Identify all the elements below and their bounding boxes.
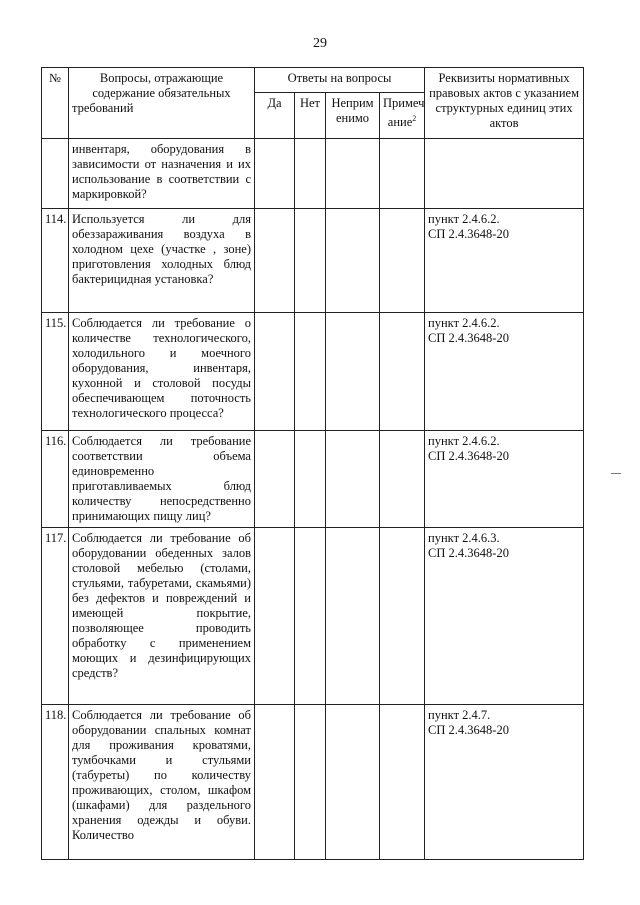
answer-no-cell[interactable] xyxy=(295,705,326,860)
answer-na-cell[interactable] xyxy=(326,705,380,860)
table-row xyxy=(42,139,584,209)
row-number: 114. xyxy=(42,209,69,313)
answer-yes-cell[interactable] xyxy=(255,139,295,209)
row-requisites xyxy=(425,313,584,431)
header-note-footnote: 2 xyxy=(412,114,417,123)
table-row xyxy=(42,431,584,528)
row-requisites xyxy=(425,528,584,705)
answer-na-cell[interactable] xyxy=(326,139,380,209)
row-number: 116. xyxy=(42,431,69,528)
header-yes: Да xyxy=(255,93,295,139)
answer-no-cell[interactable] xyxy=(295,431,326,528)
header-num: № xyxy=(42,68,69,139)
answer-no-cell[interactable] xyxy=(295,313,326,431)
answer-note-cell[interactable] xyxy=(380,313,425,431)
header-questions: Вопросы, отражающие содержание обязательных требований xyxy=(69,68,255,139)
row-number: 118. xyxy=(42,705,69,860)
requisite-act: СП 2.4.3648-20 xyxy=(428,227,509,241)
answer-note-cell[interactable] xyxy=(380,528,425,705)
answer-yes-cell[interactable] xyxy=(255,528,295,705)
answer-no-cell[interactable] xyxy=(295,528,326,705)
requisite-act: СП 2.4.3648-20 xyxy=(428,546,509,560)
row-requisites xyxy=(425,139,584,209)
table-row xyxy=(42,528,584,705)
answer-note-cell[interactable] xyxy=(380,705,425,860)
header-no: Нет xyxy=(295,93,326,139)
answer-note-cell[interactable] xyxy=(380,431,425,528)
table-row xyxy=(42,313,584,431)
answer-na-cell[interactable] xyxy=(326,209,380,313)
answer-no-cell[interactable] xyxy=(295,209,326,313)
table-row xyxy=(42,209,584,313)
answer-na-cell[interactable] xyxy=(326,528,380,705)
answer-note-cell[interactable] xyxy=(380,209,425,313)
answer-yes-cell[interactable] xyxy=(255,431,295,528)
row-question: Используется ли для обеззараживания воздуха в холодном цехе (участке , зоне) приготовления холодных блюд бактерицидная установка? xyxy=(69,209,255,313)
row-question: Соблюдается ли требование об оборудовании спальных комнат для проживания кроватями, тумбочками и стульями (табуреты) по количеству проживающих, столом, шкафом (шкафами) для раздельного хранения одежды и обуви. Количество xyxy=(69,705,255,860)
row-question: Соблюдается ли требование о количестве технологического, холодильного и моечного оборудования, инвентаря, кухонной и столовой посуды обеспечивающем поточность технологического процесса? xyxy=(69,313,255,431)
requisite-act: СП 2.4.3648-20 xyxy=(428,449,509,463)
answer-na-cell[interactable] xyxy=(326,431,380,528)
header-not-applicable: Неприм енимо xyxy=(326,93,380,139)
answer-yes-cell[interactable] xyxy=(255,313,295,431)
row-requisites xyxy=(425,705,584,860)
header-note xyxy=(380,93,425,139)
row-number: 117. xyxy=(42,528,69,705)
requisite-clause: пункт 2.4.6.2. xyxy=(428,212,500,226)
row-number: 115. xyxy=(42,313,69,431)
requisite-clause: пункт 2.4.7. xyxy=(428,708,491,722)
answer-na-cell[interactable] xyxy=(326,313,380,431)
header-requisites: Реквизиты нормативных правовых актов с указанием структурных единиц этих актов xyxy=(425,68,584,139)
requisite-act: СП 2.4.3648-20 xyxy=(428,723,509,737)
answer-yes-cell[interactable] xyxy=(255,705,295,860)
row-question: инвентаря, оборудования в зависимости от назначения и их использование в соответствии с маркировкой? xyxy=(69,139,255,209)
header-answers: Ответы на вопросы xyxy=(255,68,425,93)
header-note-text: Примеч ание xyxy=(383,96,425,130)
answer-note-cell[interactable] xyxy=(380,139,425,209)
requisite-act: СП 2.4.3648-20 xyxy=(428,331,509,345)
answer-yes-cell[interactable] xyxy=(255,209,295,313)
answer-no-cell[interactable] xyxy=(295,139,326,209)
margin-mark xyxy=(611,473,621,474)
page-number: 29 xyxy=(313,36,327,51)
checklist-table xyxy=(41,67,584,860)
row-requisites xyxy=(425,209,584,313)
row-question: Соблюдается ли требование об оборудовании обеденных залов столовой мебелью (столами, стульями, табуретами, скамьями) без дефектов и повреждений и имеющей покрытие, позволяющее проводить обработку с применением моющих и дезинфицирующих средств? xyxy=(69,528,255,705)
row-requisites xyxy=(425,431,584,528)
requisite-clause: пункт 2.4.6.2. xyxy=(428,434,500,448)
requisite-clause: пункт 2.4.6.3. xyxy=(428,531,500,545)
header-row xyxy=(42,68,584,93)
row-number xyxy=(42,139,69,209)
requisite-clause: пункт 2.4.6.2. xyxy=(428,316,500,330)
table-row xyxy=(42,705,584,860)
row-question: Соблюдается ли требование соответствии объема единовременно приготавливаемых блюд количеству непосредственно принимающих пищу лиц? xyxy=(69,431,255,528)
